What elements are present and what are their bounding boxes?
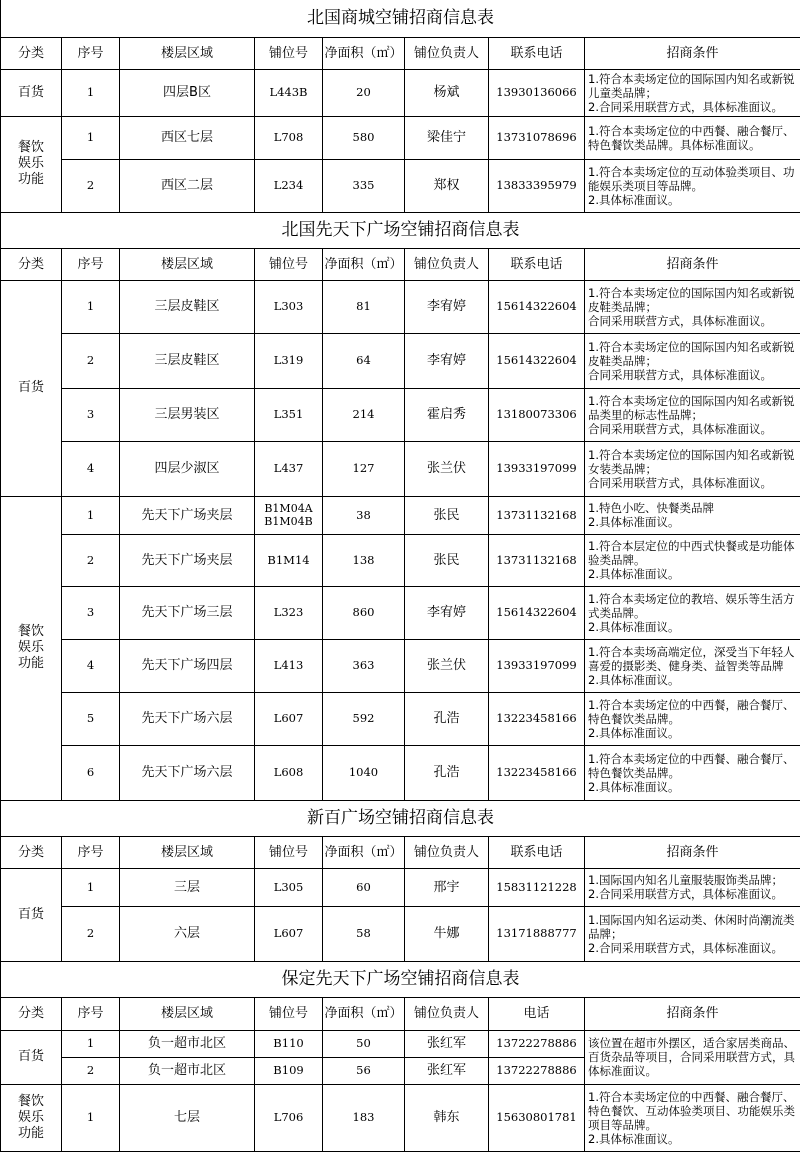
conditions-cell: 1.符合本卖场定位的互动体验类项目、功能娱乐类项目等品牌。 2.具体标准面议。 [585, 159, 800, 212]
net-area-cell: 592 [323, 692, 405, 745]
table-row [1, 1084, 800, 1151]
column-header: 净面积（㎡） [323, 836, 405, 868]
serial-number-cell: 1 [62, 280, 120, 333]
conditions-cell: 1.符合本卖场定位的教培、娱乐等生活方式类品牌。 2.具体标准面议。 [585, 586, 800, 639]
column-header: 分类 [1, 836, 62, 868]
unit-number-cell: L708 [255, 116, 323, 159]
table-row [1, 69, 800, 116]
table-row [1, 1030, 800, 1057]
header-row [1, 997, 800, 1030]
column-header: 电话 [489, 997, 585, 1030]
unit-number-cell: L413 [255, 639, 323, 692]
column-header: 招商条件 [585, 836, 800, 868]
column-header: 铺位负责人 [405, 997, 489, 1030]
unit-number-cell: L234 [255, 159, 323, 212]
column-header: 联系电话 [489, 37, 585, 69]
category-cell: 餐饮 娱乐 功能 [1, 496, 62, 800]
phone-cell: 13731132168 [489, 534, 585, 586]
manager-cell: 霍启秀 [405, 388, 489, 441]
net-area-cell: 183 [323, 1084, 405, 1151]
category-cell: 百货 [1, 868, 62, 961]
serial-number-cell: 1 [62, 1084, 120, 1151]
floor-area-cell: 先天下广场夹层 [120, 496, 255, 534]
category-cell: 餐饮 娱乐 功能 [1, 1084, 62, 1151]
manager-cell: 韩东 [405, 1084, 489, 1151]
floor-area-cell: 三层皮鞋区 [120, 280, 255, 333]
category-cell: 百货 [1, 1030, 62, 1084]
column-header: 铺位号 [255, 248, 323, 280]
unit-number-cell: L323 [255, 586, 323, 639]
table-row [1, 868, 800, 906]
floor-area-cell: 七层 [120, 1084, 255, 1151]
net-area-cell: 127 [323, 441, 405, 496]
floor-area-cell: 负一超市北区 [120, 1057, 255, 1084]
unit-number-cell: L608 [255, 745, 323, 800]
manager-cell: 孔浩 [405, 745, 489, 800]
serial-number-cell: 4 [62, 441, 120, 496]
section-title: 新百广场空铺招商信息表 [1, 800, 800, 836]
phone-cell: 13731132168 [489, 496, 585, 534]
serial-number-cell: 2 [62, 534, 120, 586]
column-header: 招商条件 [585, 997, 800, 1030]
serial-number-cell: 1 [62, 116, 120, 159]
column-header: 铺位号 [255, 997, 323, 1030]
net-area-cell: 58 [323, 906, 405, 961]
manager-cell: 张民 [405, 496, 489, 534]
phone-cell: 15614322604 [489, 333, 585, 388]
manager-cell: 梁佳宁 [405, 116, 489, 159]
phone-cell: 15630801781 [489, 1084, 585, 1151]
column-header: 楼层区域 [120, 37, 255, 69]
header-row [1, 248, 800, 280]
table-row [1, 280, 800, 333]
floor-area-cell: 先天下广场夹层 [120, 534, 255, 586]
table-row [1, 534, 800, 586]
net-area-cell: 363 [323, 639, 405, 692]
floor-area-cell: 三层 [120, 868, 255, 906]
phone-cell: 13223458166 [489, 692, 585, 745]
serial-number-cell: 6 [62, 745, 120, 800]
column-header: 序号 [62, 997, 120, 1030]
unit-number-cell: L437 [255, 441, 323, 496]
unit-number-cell: B110 [255, 1030, 323, 1057]
column-header: 分类 [1, 997, 62, 1030]
serial-number-cell: 1 [62, 496, 120, 534]
manager-cell: 李宥婷 [405, 586, 489, 639]
net-area-cell: 860 [323, 586, 405, 639]
phone-cell: 15614322604 [489, 586, 585, 639]
phone-cell: 15614322604 [489, 280, 585, 333]
net-area-cell: 56 [323, 1057, 405, 1084]
column-header: 铺位号 [255, 37, 323, 69]
conditions-cell: 1.符合本卖场定位的中西餐、融合餐厅、特色餐饮类品牌。 2.具体标准面议。 [585, 745, 800, 800]
manager-cell: 牛娜 [405, 906, 489, 961]
manager-cell: 张兰伏 [405, 639, 489, 692]
table-row [1, 441, 800, 496]
net-area-cell: 1040 [323, 745, 405, 800]
table-row [1, 906, 800, 961]
conditions-cell: 1.符合本卖场定位的中西餐、融合餐厅、特色餐饮、互动体验类项目、功能娱乐类项目等品牌。 2.具体标准面议。 [585, 1084, 800, 1151]
serial-number-cell: 4 [62, 639, 120, 692]
phone-cell: 13933197099 [489, 639, 585, 692]
net-area-cell: 81 [323, 280, 405, 333]
unit-number-cell: L351 [255, 388, 323, 441]
net-area-cell: 60 [323, 868, 405, 906]
net-area-cell: 64 [323, 333, 405, 388]
manager-cell: 张红军 [405, 1057, 489, 1084]
column-header: 铺位负责人 [405, 37, 489, 69]
conditions-cell: 1.符合本卖场定位的中西餐、融合餐厅、特色餐饮类品牌。具体标准面议。 [585, 116, 800, 159]
conditions-cell: 1.符合本卖场定位的国际国内知名或新锐儿童类品牌； 2.合同采用联营方式，具体标准面议。 [585, 69, 800, 116]
floor-area-cell: 西区二层 [120, 159, 255, 212]
serial-number-cell: 1 [62, 868, 120, 906]
phone-cell: 13171888777 [489, 906, 585, 961]
serial-number-cell: 1 [62, 1030, 120, 1057]
net-area-cell: 138 [323, 534, 405, 586]
net-area-cell: 580 [323, 116, 405, 159]
serial-number-cell: 5 [62, 692, 120, 745]
phone-cell: 15831121228 [489, 868, 585, 906]
manager-cell: 郑权 [405, 159, 489, 212]
unit-number-cell: L607 [255, 906, 323, 961]
net-area-cell: 335 [323, 159, 405, 212]
phone-cell: 13833395979 [489, 159, 585, 212]
column-header: 净面积（㎡） [323, 37, 405, 69]
conditions-cell: 1.符合本卖场定位的国际国内知名或新锐皮鞋类品牌； 合同采用联营方式，具体标准面议。 [585, 333, 800, 388]
phone-cell: 13722278886 [489, 1057, 585, 1084]
manager-cell: 李宥婷 [405, 333, 489, 388]
table-row [1, 496, 800, 534]
unit-number-cell: B1M14 [255, 534, 323, 586]
table-row [1, 388, 800, 441]
column-header: 联系电话 [489, 836, 585, 868]
floor-area-cell: 四层少淑区 [120, 441, 255, 496]
section-title-row [1, 800, 800, 836]
serial-number-cell: 3 [62, 586, 120, 639]
section-title-row [1, 212, 800, 248]
serial-number-cell: 2 [62, 159, 120, 212]
unit-number-cell: L706 [255, 1084, 323, 1151]
table-row [1, 333, 800, 388]
floor-area-cell: 负一超市北区 [120, 1030, 255, 1057]
column-header: 楼层区域 [120, 836, 255, 868]
column-header: 楼层区域 [120, 248, 255, 280]
floor-area-cell: 先天下广场三层 [120, 586, 255, 639]
net-area-cell: 50 [323, 1030, 405, 1057]
column-header: 序号 [62, 37, 120, 69]
conditions-cell: 1.特色小吃、快餐类品牌 2.具体标准面议。 [585, 496, 800, 534]
unit-number-cell: L305 [255, 868, 323, 906]
floor-area-cell: 西区七层 [120, 116, 255, 159]
floor-area-cell: 先天下广场六层 [120, 692, 255, 745]
section-title-row [1, 961, 800, 997]
manager-cell: 孔浩 [405, 692, 489, 745]
serial-number-cell: 1 [62, 69, 120, 116]
unit-number-cell: L319 [255, 333, 323, 388]
conditions-cell: 1.符合本卖场定位的国际国内知名或新锐皮鞋类品牌； 合同采用联营方式，具体标准面议。 [585, 280, 800, 333]
unit-number-cell: L443B [255, 69, 323, 116]
phone-cell: 13930136066 [489, 69, 585, 116]
table-row [1, 692, 800, 745]
conditions-cell: 1.符合本卖场定位的国际国内知名或新锐女装类品牌； 合同采用联营方式，具体标准面议。 [585, 441, 800, 496]
column-header: 招商条件 [585, 37, 800, 69]
conditions-cell: 该位置在超市外摆区，适合家居类商品、百货杂品等项目，合同采用联营方式，具体标准面议。 [585, 1030, 800, 1084]
floor-area-cell: 先天下广场六层 [120, 745, 255, 800]
manager-cell: 张红军 [405, 1030, 489, 1057]
column-header: 铺位号 [255, 836, 323, 868]
unit-number-cell: B1M04A B1M04B [255, 496, 323, 534]
header-row [1, 836, 800, 868]
section-title: 保定先天下广场空铺招商信息表 [1, 961, 800, 997]
column-header: 铺位负责人 [405, 248, 489, 280]
unit-number-cell: L303 [255, 280, 323, 333]
floor-area-cell: 三层皮鞋区 [120, 333, 255, 388]
column-header: 净面积（㎡） [323, 248, 405, 280]
conditions-cell: 1.符合本卖场定位的中西餐，融合餐厅、特色餐饮类品牌。 2.具体标准面议。 [585, 692, 800, 745]
conditions-cell: 1.国际国内知名儿童服装服饰类品牌； 2.合同采用联营方式，具体标准面议。 [585, 868, 800, 906]
column-header: 净面积（㎡） [323, 997, 405, 1030]
unit-number-cell: L607 [255, 692, 323, 745]
section-title: 北国先天下广场空铺招商信息表 [1, 212, 800, 248]
category-cell: 餐饮 娱乐 功能 [1, 116, 62, 212]
manager-cell: 张兰伏 [405, 441, 489, 496]
manager-cell: 杨斌 [405, 69, 489, 116]
table-row [1, 586, 800, 639]
table-row [1, 116, 800, 159]
phone-cell: 13731078696 [489, 116, 585, 159]
column-header: 分类 [1, 37, 62, 69]
table-row [1, 639, 800, 692]
phone-cell: 13933197099 [489, 441, 585, 496]
conditions-cell: 1.符合本卖场高端定位，深受当下年轻人喜爱的摄影类、健身类、益智类等品牌 2.具体标准面议。 [585, 639, 800, 692]
phone-cell: 13180073306 [489, 388, 585, 441]
serial-number-cell: 2 [62, 333, 120, 388]
floor-area-cell: 四层B区 [120, 69, 255, 116]
phone-cell: 13722278886 [489, 1030, 585, 1057]
conditions-cell: 1.符合本卖场定位的国际国内知名或新锐品类里的标志性品牌； 合同采用联营方式，具体标准面议。 [585, 388, 800, 441]
serial-number-cell: 3 [62, 388, 120, 441]
conditions-cell: 1.国际国内知名运动类、休闲时尚潮流类品牌； 2.合同采用联营方式，具体标准面议。 [585, 906, 800, 961]
floor-area-cell: 三层男装区 [120, 388, 255, 441]
column-header: 楼层区域 [120, 997, 255, 1030]
column-header: 分类 [1, 248, 62, 280]
column-header: 招商条件 [585, 248, 800, 280]
serial-number-cell: 2 [62, 906, 120, 961]
serial-number-cell: 2 [62, 1057, 120, 1084]
conditions-cell: 1.符合本层定位的中西式快餐或是功能体验类品牌。 2.具体标准面议。 [585, 534, 800, 586]
net-area-cell: 38 [323, 496, 405, 534]
manager-cell: 张民 [405, 534, 489, 586]
net-area-cell: 214 [323, 388, 405, 441]
manager-cell: 邢宇 [405, 868, 489, 906]
table-row [1, 745, 800, 800]
category-cell: 百货 [1, 69, 62, 116]
section-title: 北国商城空铺招商信息表 [1, 0, 800, 37]
category-cell: 百货 [1, 280, 62, 496]
column-header: 联系电话 [489, 248, 585, 280]
column-header: 铺位负责人 [405, 836, 489, 868]
column-header: 序号 [62, 248, 120, 280]
floor-area-cell: 先天下广场四层 [120, 639, 255, 692]
table-row [1, 159, 800, 212]
column-header: 序号 [62, 836, 120, 868]
phone-cell: 13223458166 [489, 745, 585, 800]
manager-cell: 李宥婷 [405, 280, 489, 333]
header-row [1, 37, 800, 69]
net-area-cell: 20 [323, 69, 405, 116]
unit-number-cell: B109 [255, 1057, 323, 1084]
floor-area-cell: 六层 [120, 906, 255, 961]
section-title-row [1, 0, 800, 37]
